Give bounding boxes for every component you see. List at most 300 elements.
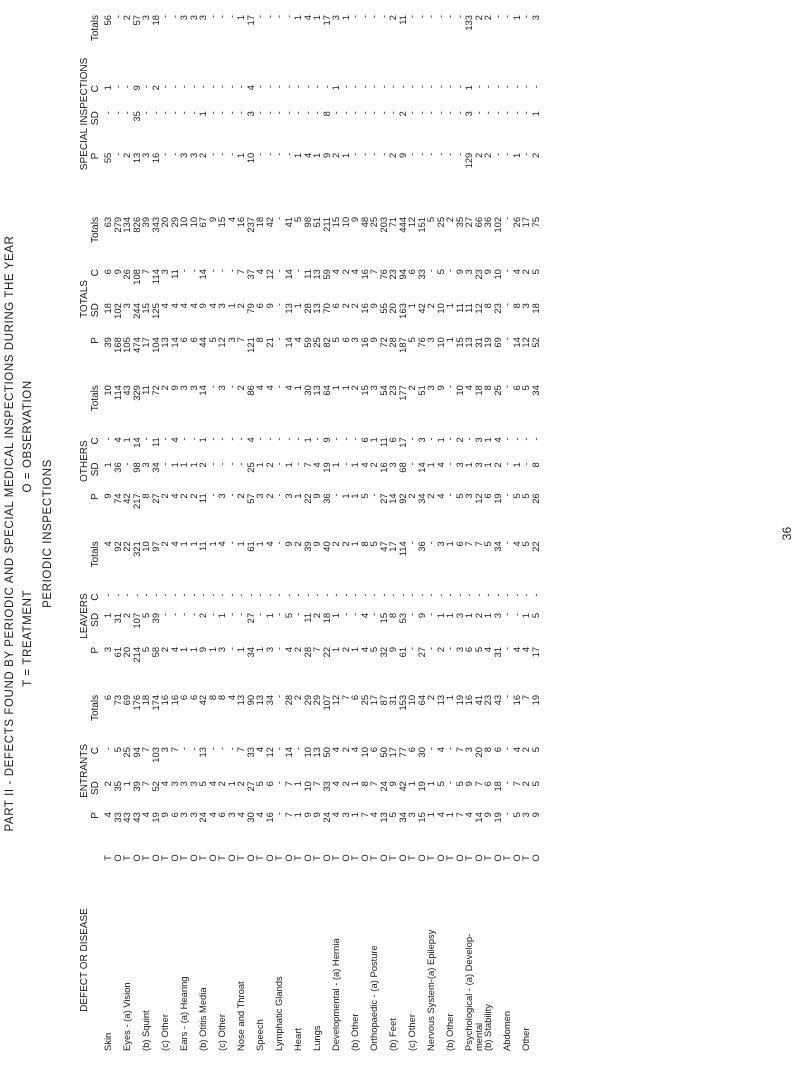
table-cell: - [187,269,199,273]
table-cell: 2 [292,694,303,701]
treatment-observation-flag: T [273,855,284,861]
table-cell: 23 [387,269,398,280]
table-row [521,13,531,1053]
col-sd: SD [89,612,101,627]
table-cell: - [225,437,237,441]
table-cell: - [501,781,512,785]
table-row [284,13,294,1053]
table-cell: - [254,152,265,156]
table-cell: 7 [235,747,246,753]
table-cell: 7 [168,747,180,753]
table-cell: 13 [254,694,265,706]
table-cell: - [216,462,227,466]
table-cell: 4 [102,541,113,547]
table-cell: 1 [444,337,455,343]
table-cell: 1 [292,385,303,391]
table-cell: 27 [244,612,256,624]
table-cell: - [187,593,199,597]
table-cell: 5 [368,541,379,547]
table-cell: 1 [235,541,246,547]
table-cell: 3 [187,15,199,21]
table-cell: - [425,747,436,751]
table-cell: 4 [330,812,341,818]
table-cell: 11 [301,269,313,279]
table-cell: - [225,15,237,19]
table-cell: - [273,216,284,221]
table-cell: - [301,593,313,597]
table-cell: 1 [463,85,474,91]
table-cell: - [254,111,265,115]
treatment-observation-flag: O [244,854,256,862]
table-cell: 4 [330,781,341,787]
table-cell: - [121,85,132,89]
treatment-observation-flag: O [225,854,237,862]
table-cell: - [425,269,436,273]
table-cell: 1 [349,541,360,547]
table-cell: 6 [510,385,522,391]
table-cell: 16 [168,694,180,706]
table-cell: - [159,593,170,597]
treatment-observation-flag: T [102,855,113,861]
col-totals: Totals [89,385,101,412]
table-row [360,13,370,1053]
table-cell: 41 [472,694,484,706]
table-cell: 4 [510,541,522,547]
table-cell: 9 [453,269,465,275]
table-cell: 8 [216,694,227,701]
table-row [531,13,541,1053]
defect-name: Abdomen [501,1010,512,1051]
treatment-observation-flag: T [463,855,474,861]
table-cell: 2 [406,493,417,499]
table-cell: - [434,85,446,89]
table-cell: 9 [463,781,474,787]
table-cell: 61 [396,646,408,658]
sub-header-row [91,13,104,1053]
table-cell: 3 [225,337,237,343]
table-row [227,13,237,1053]
table-cell: 11 [453,303,465,313]
table-cell: 3 [140,15,151,21]
table-cell: - [225,646,237,651]
table-cell: 2 [121,612,132,619]
table-cell: 53 [396,612,408,624]
table-cell: 87 [377,694,389,706]
table-row [208,13,218,1053]
table-cell: 2 [235,385,246,391]
table-cell: 17 [320,15,332,26]
table-cell: - [472,85,484,89]
table-cell: 4 [159,781,170,787]
table-cell: - [472,111,484,115]
table-cell: 70 [320,303,332,314]
table-cell: - [453,593,465,597]
table-cell: - [339,612,351,617]
table-row [103,13,113,1053]
table-cell: - [482,85,493,89]
table-cell: 1 [102,612,113,619]
table-cell: - [273,85,284,89]
table-cell: 24 [377,781,389,792]
table-cell: 9 [111,269,123,275]
table-cell: 1 [330,646,341,653]
table-cell: 2 [425,493,436,499]
table-cell: 8 [358,541,370,547]
table-cell: - [425,646,436,651]
table-cell: 34 [149,462,161,473]
table-cell: 66 [472,216,484,228]
table-cell: - [225,747,237,751]
table-cell: - [273,493,284,497]
table-cell: 4 [254,747,265,753]
table-cell: - [501,462,512,466]
table-cell: 1 [121,437,132,443]
table-cell: 4 [330,747,341,753]
table-cell: 2 [149,85,161,91]
table-cell: - [159,612,170,617]
table-cell: 1 [197,111,208,117]
table-cell: 58 [149,646,161,658]
table-cell: 5 [472,646,484,653]
table-cell: 1 [330,462,341,468]
table-cell: - [168,85,180,89]
group-totals: TOTALS [79,280,90,319]
table-cell: - [187,437,199,441]
table-cell: 2 [472,612,484,619]
table-cell: 2 [349,385,360,391]
table-cell: - [263,15,275,19]
table-cell: - [330,593,341,597]
table-cell: - [520,462,531,466]
table-cell: 6 [263,781,275,787]
table-cell: 16 [235,216,246,228]
table-cell: 217 [130,493,142,509]
table-cell: 5 [406,337,417,343]
table-cell: 47 [377,541,389,552]
table-cell: 4 [482,646,493,653]
table-cell: - [187,747,199,751]
col-c: C [89,593,101,601]
table-cell: 5 [529,612,541,619]
table-row [388,13,398,1053]
table-cell: - [178,111,189,115]
page-subtitle: PERIODIC INSPECTIONS [42,459,54,608]
table-cell: - [444,437,455,441]
table-cell: 12 [330,694,341,706]
table-row [369,13,379,1053]
table-cell: - [387,85,398,89]
table-cell: 1 [187,646,199,653]
table-cell: 4 [434,747,446,753]
table-cell: 1 [510,15,522,21]
table-cell: - [235,111,246,115]
table-cell: - [349,152,360,156]
table-cell: 10 [434,337,446,348]
treatment-observation-flag: O [301,854,313,862]
treatment-observation-flag: O [396,854,408,862]
treatment-observation-flag: O [415,854,427,862]
table-cell: 7 [140,781,151,787]
table-cell: 1 [225,781,237,787]
table-cell: 9 [415,612,427,619]
table-cell: 1 [425,812,436,818]
table-cell: - [206,111,218,115]
table-cell: - [415,85,427,89]
group-leavers: LEAVERS [79,593,90,639]
table-cell: 5 [520,493,531,499]
table-cell: 2 [491,462,503,468]
table-cell: - [273,437,284,441]
table-cell: 2 [472,15,484,21]
table-cell: - [520,152,531,156]
table-cell: - [206,612,218,617]
table-cell: 2 [339,781,351,787]
table-cell: 3 [178,812,189,818]
table-cell: - [273,747,284,751]
table-cell: - [501,493,512,497]
table-cell: 28 [282,694,294,706]
table-cell: 56 [102,15,113,26]
table-cell: - [102,747,113,751]
table-cell: - [482,111,493,115]
table-cell: 23 [482,694,493,706]
table-cell: 30 [301,385,313,396]
table-cell: 40 [320,541,332,552]
table-cell: - [406,612,417,617]
table-cell: 11 [377,437,389,448]
table-cell: 10 [406,694,417,706]
table-cell: 17 [387,541,398,552]
table-cell: 125 [149,303,161,319]
table-cell: 3 [187,781,199,787]
table-cell: - [368,612,379,617]
table-cell: 16 [377,462,389,473]
table-cell: 3 [368,385,379,391]
table-cell: - [415,15,427,19]
table-cell: 3 [387,462,398,468]
table-cell: 2 [235,781,246,787]
table-cell: 9 [482,812,493,818]
table-cell: 29 [168,216,180,228]
table-cell: - [510,593,522,597]
group-special-inspections: SPECIAL INSPECTIONS [79,57,90,171]
table-cell: 1 [349,646,360,653]
table-cell: - [339,593,351,597]
table-cell: 19 [320,462,332,473]
table-cell: - [121,111,132,115]
table-cell: 4 [168,437,180,443]
table-cell: 54 [377,385,389,396]
table-cell: 52 [149,781,161,792]
table-row [189,13,199,1053]
table-cell: 2 [311,612,322,619]
treatment-observation-flag: T [520,855,531,861]
table-cell: 7 [368,269,379,275]
col-c: C [89,85,101,93]
defect-name: Skin [102,1032,113,1051]
table-row [341,13,351,1053]
table-cell: 2 [339,646,351,653]
table-cell: 69 [491,337,503,348]
table-cell: 12 [472,303,484,314]
table-cell: 12 [520,337,531,348]
table-cell: 44 [197,337,208,348]
table-cell: 3 [349,337,360,343]
table-cell: 13 [311,269,322,280]
table-cell: 3 [472,437,484,443]
table-cell: - [501,385,512,389]
table-cell: - [434,593,446,597]
table-cell: 2 [339,747,351,753]
treatment-observation-flag: O [339,854,351,862]
table-cell: 13 [311,747,322,758]
table-cell: 1 [292,781,303,787]
table-cell: 16 [463,694,474,706]
table-cell: 1 [425,781,436,787]
table-cell: - [491,15,503,19]
table-cell: 2 [396,111,408,117]
table-cell: 11 [463,303,474,313]
table-cell: - [206,269,218,273]
table-cell: 27 [149,493,161,504]
table-cell: 19 [453,694,465,706]
table-cell: 14 [415,462,427,473]
table-cell: - [216,152,227,156]
table-cell: - [425,111,436,115]
table-cell: - [444,385,455,389]
table-cell: 14 [472,812,484,823]
table-cell: 1 [178,462,189,468]
table-cell: 7 [472,781,484,787]
table-body [103,13,540,1053]
table-cell: 94 [130,747,142,758]
table-cell: 3 [282,493,294,499]
table-cell: 34 [244,646,256,658]
table-cell: 12 [406,216,417,228]
table-cell: 1 [349,781,360,787]
table-cell: 7 [368,781,379,787]
treatment-observation-flag: T [197,855,208,861]
table-cell: - [140,85,151,89]
table-cell: 19 [529,694,541,706]
table-cell: 1 [292,493,303,499]
table-cell: 42 [121,493,132,504]
table-cell: 4 [254,812,265,818]
table-cell: 79 [244,303,256,314]
table-cell: - [387,111,398,115]
treatment-observation-flag: T [330,855,341,861]
table-cell: 1 [330,612,341,619]
treatment-observation-flag: O [282,854,294,862]
table-cell: 8 [510,303,522,309]
table-cell: - [501,15,512,19]
table-cell: 5 [111,747,123,753]
table-cell: - [273,812,284,816]
table-cell: 6 [387,437,398,443]
table-cell: 61 [111,646,123,658]
table-cell: 90 [244,694,256,706]
table-cell: 2 [159,646,170,653]
table-cell: 1 [187,462,199,468]
table-cell: 6 [406,747,417,753]
table-cell: 42 [415,303,427,314]
table-cell: 3 [415,437,427,443]
table-cell: 1 [444,303,455,309]
table-cell: - [510,437,522,441]
table-cell: 10 [301,781,313,792]
table-cell: 4 [225,216,237,223]
table-cell: 61 [244,541,256,552]
table-cell: 39 [130,781,142,792]
table-cell: 9 [320,437,332,443]
table-cell: 33 [320,781,332,792]
table-cell: 3 [159,269,170,275]
table-cell: 6 [187,337,199,343]
table-cell: 7 [520,694,531,701]
table-cell: 343 [149,216,161,233]
defect-name: (c) Other [216,1014,227,1051]
table-cell: - [178,437,189,441]
table-cell: 444 [396,216,408,233]
table-cell: 3 [178,152,189,158]
col-c: C [89,437,101,445]
defects-table [80,13,540,1053]
table-cell: 8 [358,781,370,787]
table-cell: 107 [320,694,332,711]
table-cell: 2 [368,462,379,468]
table-cell: 2 [339,269,351,275]
table-cell: - [168,111,180,115]
table-cell: 4 [206,812,218,818]
table-cell: - [349,15,360,19]
table-cell: 3 [187,385,199,391]
table-cell: 5 [520,541,531,547]
table-cell: - [330,437,341,441]
table-cell: 133 [463,15,474,31]
table-cell: - [368,152,379,156]
table-row [455,13,465,1053]
table-cell: 82 [320,337,332,348]
table-cell: 4 [311,462,322,468]
table-cell: 6 [406,269,417,275]
table-cell: 15 [216,216,227,228]
table-row [512,13,522,1053]
table-cell: 52 [529,337,541,348]
table-cell: 7 [358,812,370,818]
table-cell: - [273,303,284,307]
table-cell: 10 [301,747,313,758]
table-cell: 37 [244,269,256,280]
table-cell: - [501,216,512,221]
table-cell: 9 [206,216,218,223]
col-p: P [89,337,101,344]
table-cell: 2 [159,493,170,499]
table-cell: - [263,85,275,89]
table-cell: - [501,437,512,441]
table-cell: 98 [301,216,313,228]
table-cell: 6 [491,747,503,753]
table-cell: 3 [463,493,474,499]
table-cell: 59 [320,269,332,280]
table-cell: - [206,493,218,497]
table-cell: 2 [235,493,246,499]
table-cell: 4 [225,694,237,701]
col-p: P [89,812,101,819]
table-cell: 3 [520,812,531,818]
table-cell: 4 [168,541,180,547]
table-cell: - [368,493,379,497]
table-cell: - [406,646,417,651]
